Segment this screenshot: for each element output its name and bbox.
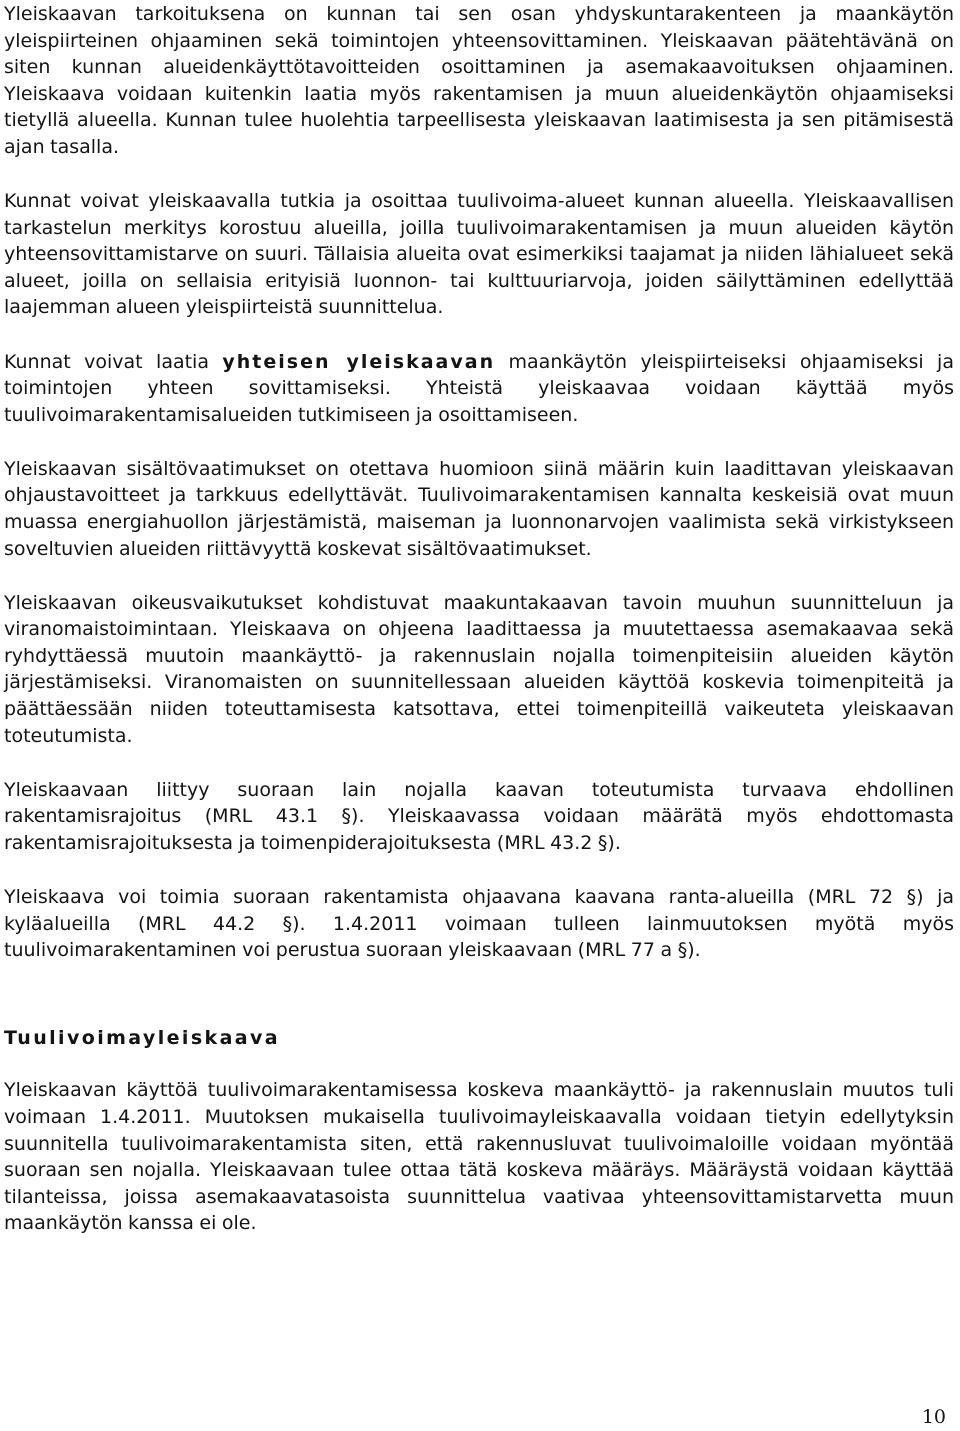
paragraph-rakentamisrajoitus: Yleiskaavaan liittyy suoraan lain nojalla kaavan toteutumista turvaava ehdollinen rakentamisrajoitus (MRL 43.1 §). Yleiskaavassa voidaan määrätä myös ehdottomasta rakentamisrajoituksesta ja toimenpiderajoituksesta (MRL 43.2 §). (4, 778, 954, 854)
paragraph-tuulivoimayleiskaava: Yleiskaavan käyttöä tuulivoimarakentamisessa koskeva maankäyttö- ja rakennuslain muutos tuli voimaan 1.4.2011. Muutoksen mukaisella tuulivoimayleiskaavalla voidaan tietyin edellytyksin suunnitella tuulivoimarakentamista siten, että rakennusluvat tuulivoimaloille voidaan myöntää suoraan sen nojalla. Yleiskaavaan tulee ottaa tätä koskeva määräys. Määräystä voidaan käyttää tilanteissa, joissa asemakaavatasoista suunnittelua vaativaa yhteensovittamistarvetta muun maankäytön kanssa ei ole. (4, 1079, 954, 1235)
paragraph-ranta-alueet: Yleiskaava voi toimia suoraan rakentamista ohjaavana kaavana ranta-alueilla (MRL 72 §) ja kyläalueilla (MRL 44.2 §). 1.4.2011 voimaan tulleen lainmuutoksen myötä myös tuulivoimarakentaminen voi perustua suoraan yleiskaavaan (MRL 77 a §). (4, 886, 954, 962)
paragraph-text-before: Kunnat voivat laatia (4, 350, 223, 373)
section-heading: Tuulivoimayleiskaava (4, 1026, 281, 1049)
paragraph-tuulivoima-alueet: Kunnat voivat yleiskaavalla tutkia ja osoittaa tuulivoima-alueet kunnan alueella. Yleiskaavallisen tarkastelun merkitys korostuu alueilla, joilla tuulivoimarakentamisen ja muun alueiden käytön yhteensovittamistarve on suuri. Tällaisia alueita ovat esimerkiksi taajamat ja niiden lähialueet sekä alueet, joilla on sellaisia erityisiä luonnon- tai kulttuuriarvoja, joiden säilyttäminen edellyttää laajemman alueen yleispiirteistä suunnittelua. (4, 190, 954, 319)
paragraph-oikeusvaikutukset: Yleiskaavan oikeusvaikutukset kohdistuvat maakuntakaavan tavoin muuhun suunnitteluun ja viranomaistoimintaan. Yleiskaava on ohjeena laadittaessa ja muutettaessa asemakaavaa sekä ryhdyttäessä muutoin maankäyttö- ja rakennuslain nojalla toimenpiteisiin alueiden käytön järjestämiseksi. Viranomaisten on suunnitellessaan alueiden käyttöä koskevia toimenpiteitä ja päättäessään niiden toteuttamisesta katsottava, ettei toimenpiteillä vaikeuteta yleiskaavan toteutumista. (4, 591, 954, 747)
paragraph-sisaltovaatimukset: Yleiskaavan sisältövaatimukset on otettava huomioon siinä määrin kuin laadittavan yleiskaavan ohjaustavoitteet ja tarkkuus edellyttävät. Tuulivoimarakentamisen kannalta keskeisiä ovat muun muassa energiahuollon järjestämistä, maiseman ja luonnonarvojen vaalimista sekä virkistykseen soveltuvien alueiden riittävyyttä koskevat sisältövaatimukset. (4, 457, 954, 560)
paragraph-yleiskaavan-tarkoitus: Yleiskaavan tarkoituksena on kunnan tai sen osan yhdyskuntarakenteen ja maankäytön yleispiirteinen ohjaaminen sekä toimintojen yhteensovittaminen. Yleiskaavan päätehtävänä on siten kunnan alueidenkäyttötavoitteiden osoittaminen ja asemakaavoituksen ohjaaminen. Yleiskaava voidaan kuitenkin laatia myös rakentamisen ja muun alueidenkäytön ohjaamiseksi tietyllä alueella. Kunnan tulee huolehtia tarpeellisesta yleiskaavan laatimisesta ja sen pitämisestä ajan tasalla. (4, 3, 954, 158)
paragraph-yhteinen-yleiskaava (4, 349, 954, 429)
emphasized-term: yhteisen yleiskaavan (222, 350, 496, 373)
page-number: 10 (921, 1406, 946, 1428)
paragraph-text-after: maankäytön yleispiirteiseksi ohjaamiseksi ja toimintojen yhteen sovittamiseksi. Yhteistä yleiskaavaa voidaan käyttää myös tuulivoimarakentamisalueiden tutkimiseen ja osoittamiseen. (4, 350, 954, 426)
